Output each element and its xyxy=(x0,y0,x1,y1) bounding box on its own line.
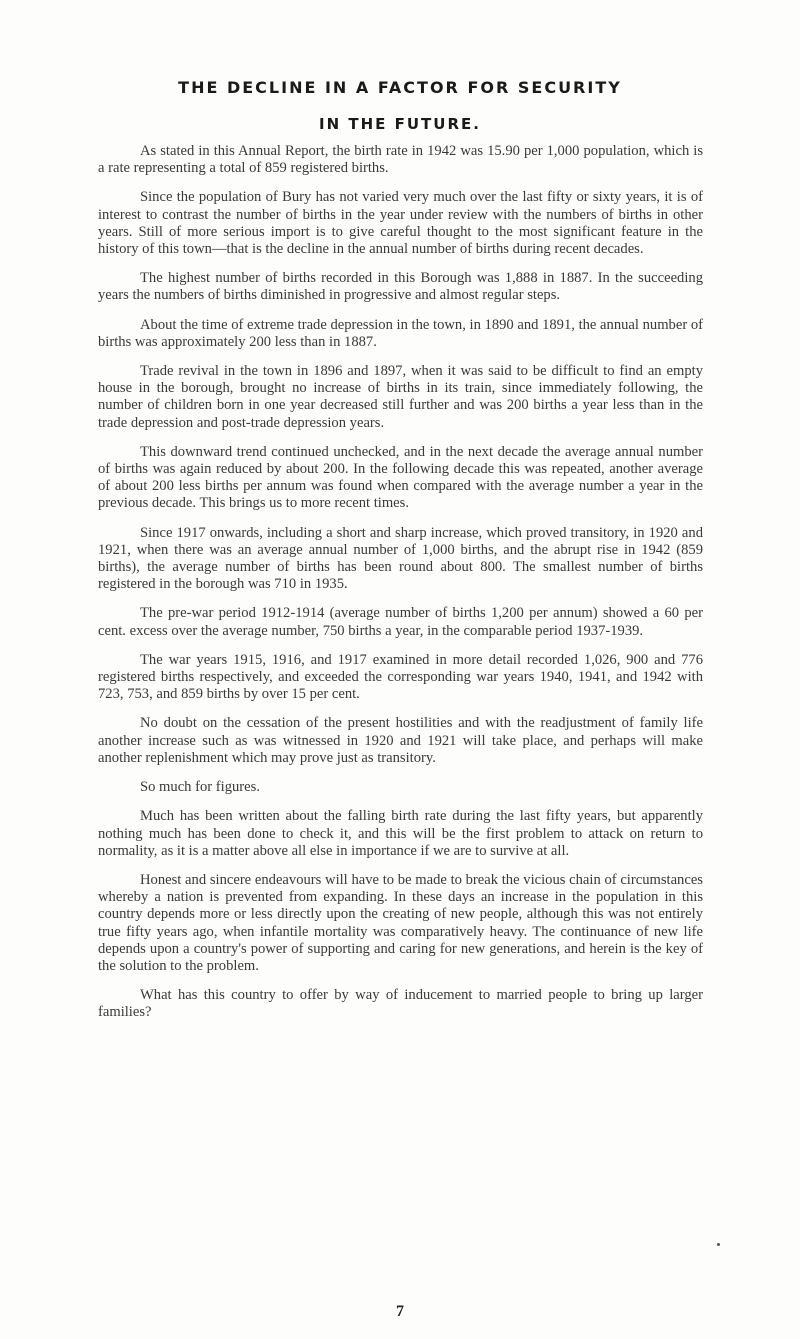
paragraph: This downward trend continued unchecked, and in the next decade the average annual number of births was again reduced by about 200. In the following decade this was repeated, another average of about 200 less births per annum was found when compared with the average number a year in the previous decade. This brings us to more recent times. xyxy=(98,443,703,512)
print-speck xyxy=(717,1243,720,1246)
paragraph: Much has been written about the falling birth rate during the last fifty years, but apparently nothing much has been done to check it, and this will be the first problem to attack on return to normality, as it is a matter above all else in importance if we are to survive at all. xyxy=(98,808,703,859)
body-text xyxy=(98,143,703,1034)
paragraph: So much for figures. xyxy=(140,779,260,796)
paragraph: As stated in this Annual Report, the birth rate in 1942 was 15.90 per 1,000 population, which is a rate representing a total of 859 registered births. xyxy=(98,143,703,177)
paragraph: The pre-war period 1912-1914 (average number of births 1,200 per annum) showed a 60 per cent. excess over the average number, 750 births a year, in the comparable period 1937-1939. xyxy=(98,605,703,639)
page-number: 7 xyxy=(396,1303,404,1320)
page-subtitle: IN THE FUTURE. xyxy=(319,115,481,133)
paragraph: Since 1917 onwards, including a short and sharp increase, which proved transitory, in 1920 and 1921, when there was an average annual number of 1,000 births, and the abrupt rise in 1942 (859 births), the average number of births has been round about 800. The smallest number of births registered in the borough was 710 in 1935. xyxy=(98,524,703,593)
paragraph: Honest and sincere endeavours will have to be made to break the vicious chain of circumstances whereby a nation is prevented from expanding. In these days an increase in the population in this country depends more or less directly upon the creating of new people, although this was not entirely true fifty years ago, when infantile mortality was comparatively heavy. The continuance of new life depends upon a country's power of supporting and caring for new generations, and herein is the key of the solution to the problem. xyxy=(98,871,703,974)
paragraph: The highest number of births recorded in this Borough was 1,888 in 1887. In the succeeding years the numbers of births diminished in progressive and almost regular steps. xyxy=(98,270,703,304)
paragraph: The war years 1915, 1916, and 1917 examined in more detail recorded 1,026, 900 and 776 registered births respectively, and exceeded the corresponding war years 1940, 1941, and 1942 with 723, 753, and 859 births by over 15 per cent. xyxy=(98,651,703,703)
paragraph: Since the population of Bury has not varied very much over the last fifty or sixty years, it is of interest to contrast the number of births in the year under review with the numbers of births in other years. Still of more serious import is to give careful thought to the most significant feature in the history of this town—that is the decline in the annual number of births during recent decades. xyxy=(98,189,703,258)
paragraph: About the time of extreme trade depression in the town, in 1890 and 1891, the annual number of births was approximately 200 less than in 1887. xyxy=(98,316,703,350)
page-title: THE DECLINE IN A FACTOR FOR SECURITY xyxy=(178,78,622,97)
paragraph: What has this country to offer by way of inducement to married people to bring up larger families? xyxy=(98,987,703,1021)
paragraph: No doubt on the cessation of the present hostilities and with the readjustment of family life another increase such as was witnessed in 1920 and 1921 will take place, and perhaps will make another replenishment which may prove just as transitory. xyxy=(98,715,703,766)
paragraph: Trade revival in the town in 1896 and 1897, when it was said to be difficult to find an empty house in the borough, brought no increase of births in its train, since immediately following, the number of children born in one year decreased still further and was 200 births a year less than in the trade depression and post-trade depression years. xyxy=(98,363,703,431)
